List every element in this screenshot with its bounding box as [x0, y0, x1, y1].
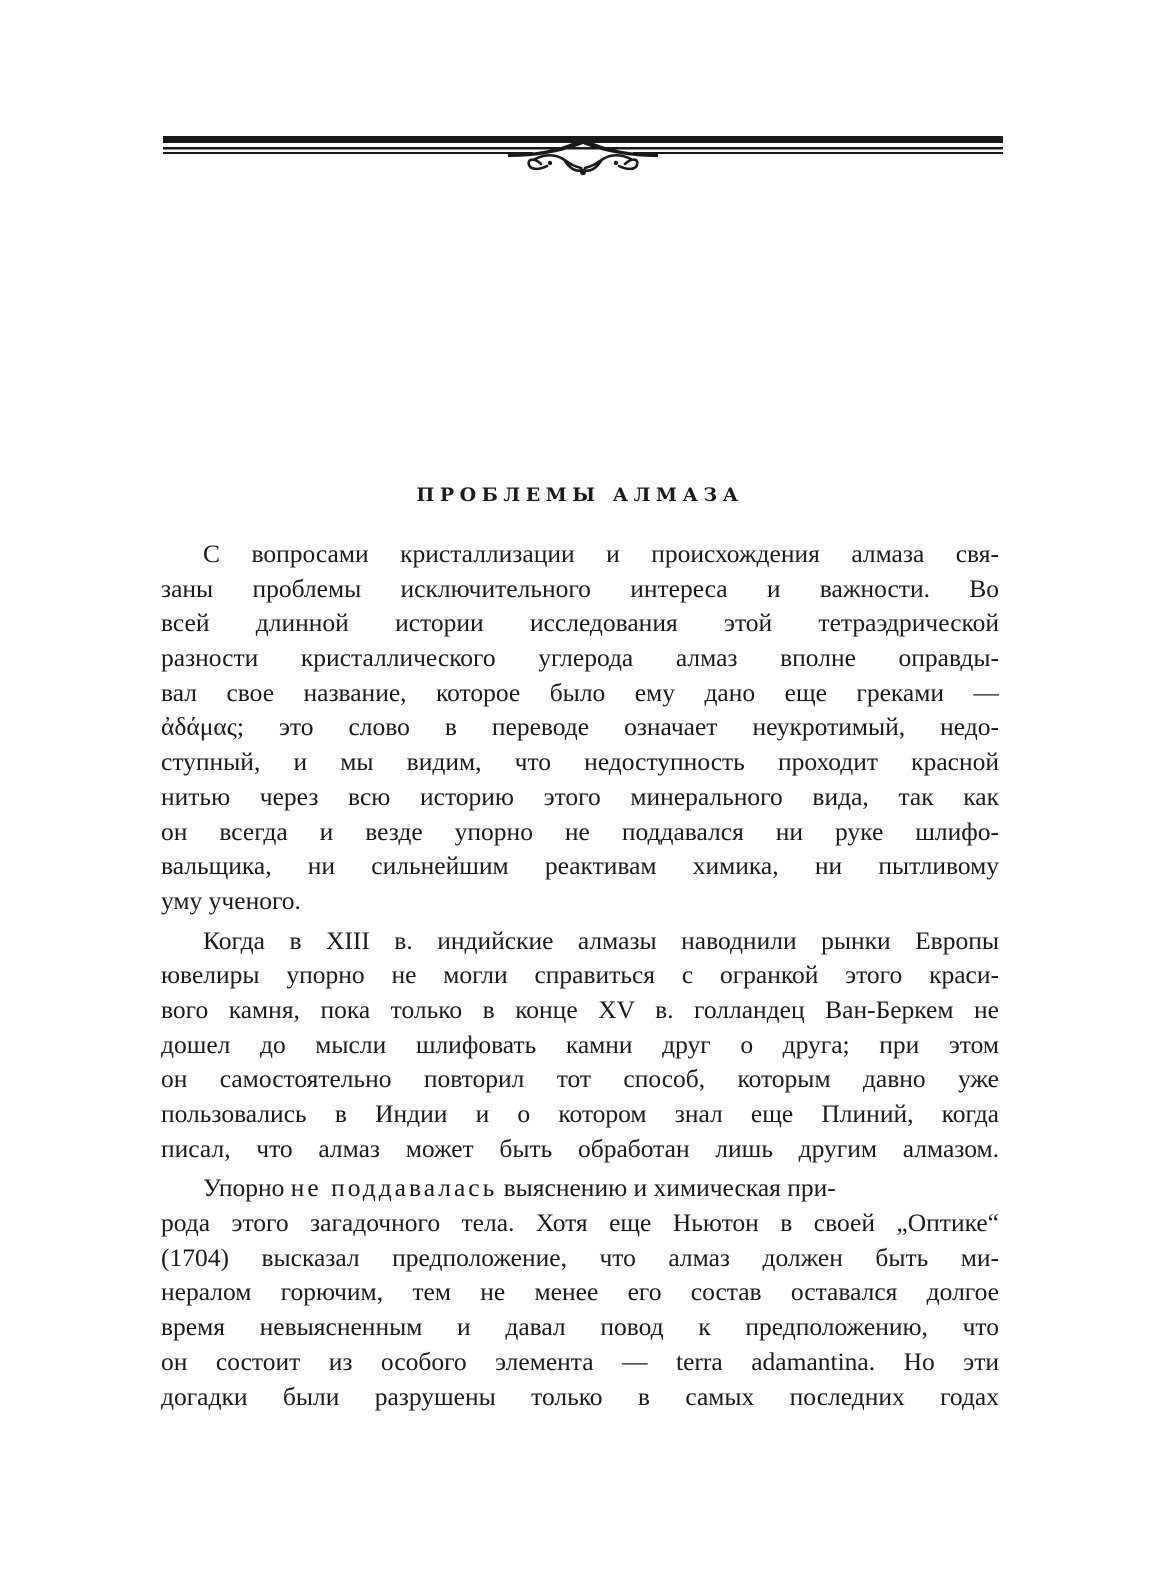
- ornament-header-rule: [163, 128, 1003, 188]
- text-line: пользовались в Индии и о котором знал еще Плиний, когда: [161, 1099, 999, 1128]
- text-line: уму ученого.: [161, 885, 301, 915]
- text-line: вого камня, пока только в конце XV в. голландец Ван-Беркем не: [161, 994, 999, 1024]
- text-line: нитью через всю историю этого минерального вида, так как: [161, 781, 999, 811]
- text-line: писал, что алмаз может быть обработан лишь другим алмазом.: [161, 1133, 999, 1163]
- text-fragment: выяснению и химическая при-: [497, 1173, 836, 1203]
- text-line: он самостоятельно повторил тот способ, которым давно уже: [161, 1064, 999, 1094]
- text-line: вальщика, ни сильнейшим реактивам химика, ни пытливому: [161, 851, 999, 881]
- text-line: всей длинной истории исследования этой тетраэдрической: [161, 608, 999, 638]
- text-line: рода этого загадочного тела. Хотя еще Ньютон в своей „Оптике“: [161, 1208, 999, 1238]
- chapter-title: ПРОБЛЕМЫ АЛМАЗА: [416, 484, 744, 506]
- text-line: Когда в XIII в. индийские алмазы наводнили рынки Европы: [203, 925, 999, 955]
- paragraph-1: [161, 537, 999, 919]
- text-line: он состоит из особого элемента — terra adamantina. Но эти: [161, 1346, 999, 1376]
- text-line: ступный, и мы видим, что недоступность проходит красной: [161, 747, 999, 777]
- paragraph-2: [161, 924, 999, 1167]
- text-fragment: Упорно: [203, 1173, 291, 1203]
- text-line: [161, 1171, 999, 1206]
- body-text: [161, 537, 999, 1414]
- text-line: разности кристаллического углерода алмаз вполне оправды-: [161, 643, 999, 673]
- text-line: дошел до мысли шлифовать камни друг о друга; при этом: [161, 1029, 999, 1059]
- text-line: (1704) высказал предположение, что алмаз должен быть ми-: [161, 1242, 999, 1272]
- text-line: он всегда и везде упорно не поддавался ни руке шлифо-: [161, 816, 999, 846]
- text-line: С вопросами кристаллизации и происхождения алмаза свя-: [203, 539, 999, 568]
- text-line: заны проблемы исключительного интереса и важности. Во: [161, 573, 999, 603]
- spaced-emphasis: не поддавалась: [290, 1173, 498, 1203]
- text-line: время невыясненным и давал повод к предположению, что: [161, 1312, 999, 1342]
- text-line: нералом горючим, тем не менее его состав оставался долгое: [161, 1277, 999, 1307]
- text-line: ювелиры упорно не могли справиться с огранкой этого краси-: [161, 960, 999, 990]
- text-line: вал свое название, которое было ему дано еще греками —: [161, 677, 999, 707]
- text-line: ἀδάμας; это слово в переводе означает неукротимый, недо-: [161, 712, 999, 742]
- paragraph-3: [161, 1171, 999, 1414]
- text-line: догадки были разрушены только в самых последних годах: [161, 1381, 999, 1411]
